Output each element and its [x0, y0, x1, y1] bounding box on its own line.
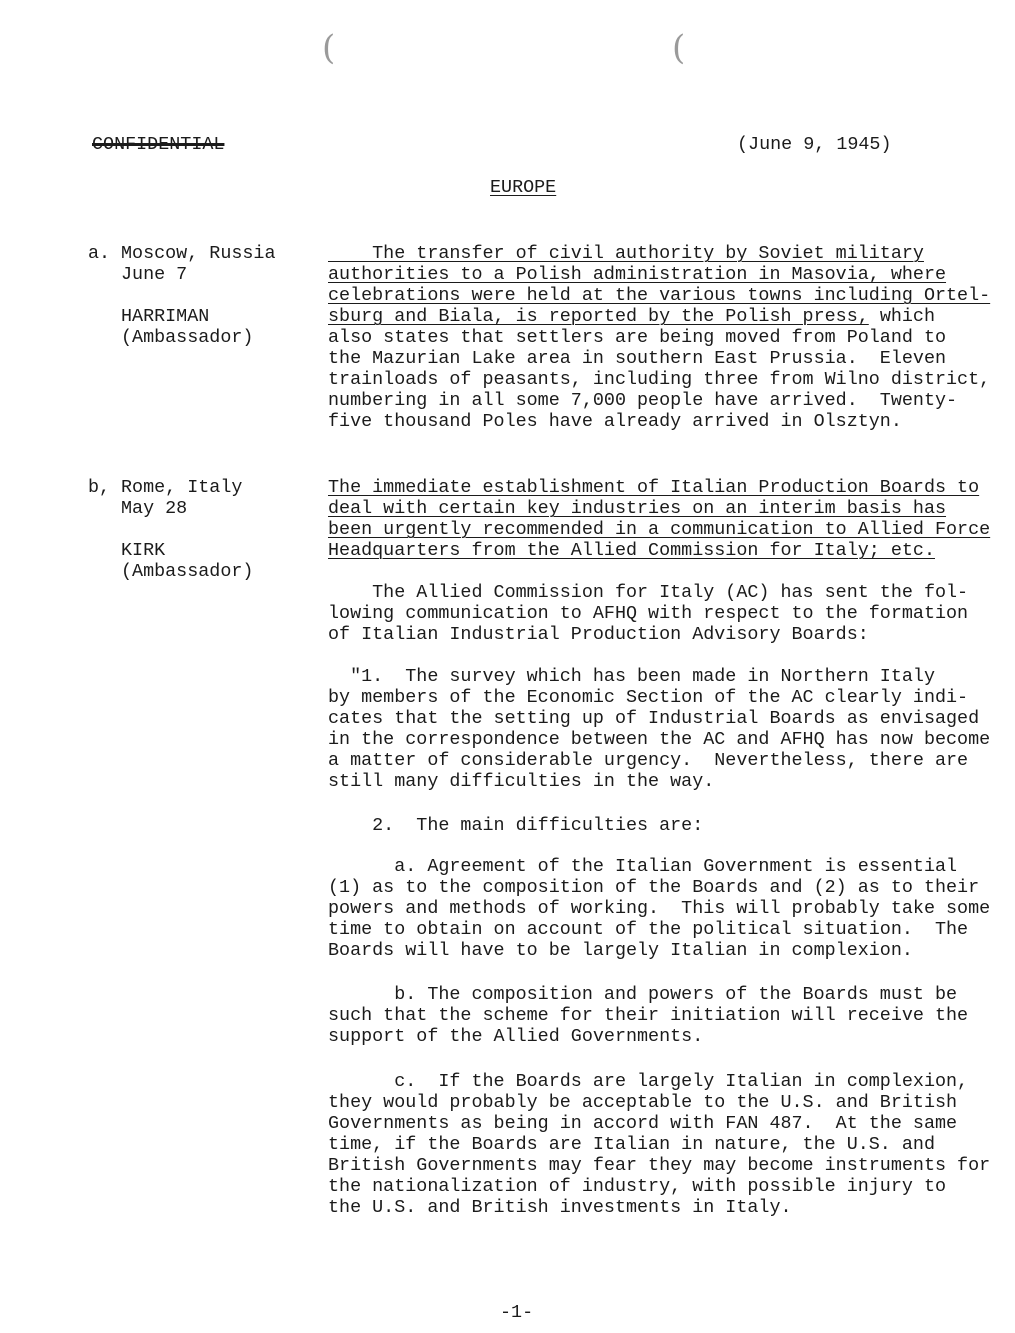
- text-line: powers and methods of working. This will probably take some: [328, 898, 991, 919]
- text-line: time, if the Boards are Italian in nature, the U.S. and: [328, 1134, 935, 1155]
- text-line: celebrations were held at the various towns including Ortel-: [328, 285, 991, 306]
- text-line: the nationalization of industry, with possible injury to: [328, 1176, 947, 1197]
- text-line: Boards will have to be largely Italian in complexion.: [328, 940, 913, 961]
- entry-author-title: (Ambassador): [121, 561, 254, 582]
- punch-mark-left: (: [322, 28, 336, 68]
- entry-marker: a.: [88, 243, 111, 264]
- entry-marker: b,: [88, 477, 111, 498]
- text-line: such that the scheme for their initiation will receive the: [328, 1005, 969, 1026]
- text-line: numbering in all some 7,000 people have arrived. Twenty-: [328, 390, 958, 411]
- text-line: a. Agreement of the Italian Government is essential: [328, 856, 958, 877]
- entry-place: Moscow, Russia: [121, 243, 276, 264]
- section-title: EUROPE: [490, 177, 557, 198]
- text-line: lowing communication to AFHQ with respect to the formation: [328, 603, 969, 624]
- text-line: "1. The survey which has been made in Northern Italy: [328, 666, 935, 687]
- text-line: trainloads of peasants, including three from Wilno district,: [328, 369, 991, 390]
- entry-author-title: (Ambassador): [121, 327, 254, 348]
- text-line: The immediate establishment of Italian Production Boards to: [328, 477, 980, 498]
- paragraph-2: 2. The main difficulties are:: [328, 815, 704, 836]
- classification-stamp: CONFIDENTIAL: [92, 134, 225, 155]
- text-line: British Governments may fear they may become instruments for: [328, 1155, 991, 1176]
- text-line: the Mazurian Lake area in southern East Prussia. Eleven: [328, 348, 947, 369]
- text-line: The transfer of civil authority by Soviet military: [328, 243, 924, 264]
- text-line: (1) as to the composition of the Boards and (2) as to their: [328, 877, 980, 898]
- text-line: in the correspondence between the AC and AFHQ has now become: [328, 729, 991, 750]
- text-line: a matter of considerable urgency. Nevertheless, there are: [328, 750, 969, 771]
- entry-place: Rome, Italy: [121, 477, 243, 498]
- text-line: The Allied Commission for Italy (AC) has sent the fol-: [328, 582, 969, 603]
- text-line: they would probably be acceptable to the U.S. and British: [328, 1092, 958, 1113]
- text-line: sburg and Biala, is reported by the Polish press, which: [328, 306, 935, 327]
- text-line: cates that the setting up of Industrial Boards as envisaged: [328, 708, 980, 729]
- text-line: Governments as being in accord with FAN 487. At the same: [328, 1113, 958, 1134]
- text-line: the U.S. and British investments in Italy.: [328, 1197, 792, 1218]
- text-line: by members of the Economic Section of the AC clearly indi-: [328, 687, 969, 708]
- text-line: b. The composition and powers of the Boards must be: [328, 984, 958, 1005]
- text-line: still many difficulties in the way.: [328, 771, 715, 792]
- text-line: time to obtain on account of the political situation. The: [328, 919, 969, 940]
- text-line: Headquarters from the Allied Commission for Italy; etc.: [328, 540, 935, 561]
- entry-author: KIRK: [121, 540, 166, 561]
- entry-author: HARRIMAN: [121, 306, 210, 327]
- text-line: c. If the Boards are largely Italian in complexion,: [328, 1071, 969, 1092]
- text-line: deal with certain key industries on an interim basis has: [328, 498, 947, 519]
- entry-date: June 7: [121, 264, 188, 285]
- text-line: also states that settlers are being moved from Poland to: [328, 327, 947, 348]
- punch-mark-right: (: [672, 28, 686, 68]
- text-line: of Italian Industrial Production Advisory Boards:: [328, 624, 869, 645]
- page-number: -1-: [500, 1302, 534, 1323]
- text-line: authorities to a Polish administration in Masovia, where: [328, 264, 947, 285]
- document-date: (June 9, 1945): [737, 134, 892, 155]
- entry-date: May 28: [121, 498, 188, 519]
- text-line: support of the Allied Governments.: [328, 1026, 704, 1047]
- text-line: been urgently recommended in a communication to Allied Force: [328, 519, 991, 540]
- text-line: five thousand Poles have already arrived in Olsztyn.: [328, 411, 902, 432]
